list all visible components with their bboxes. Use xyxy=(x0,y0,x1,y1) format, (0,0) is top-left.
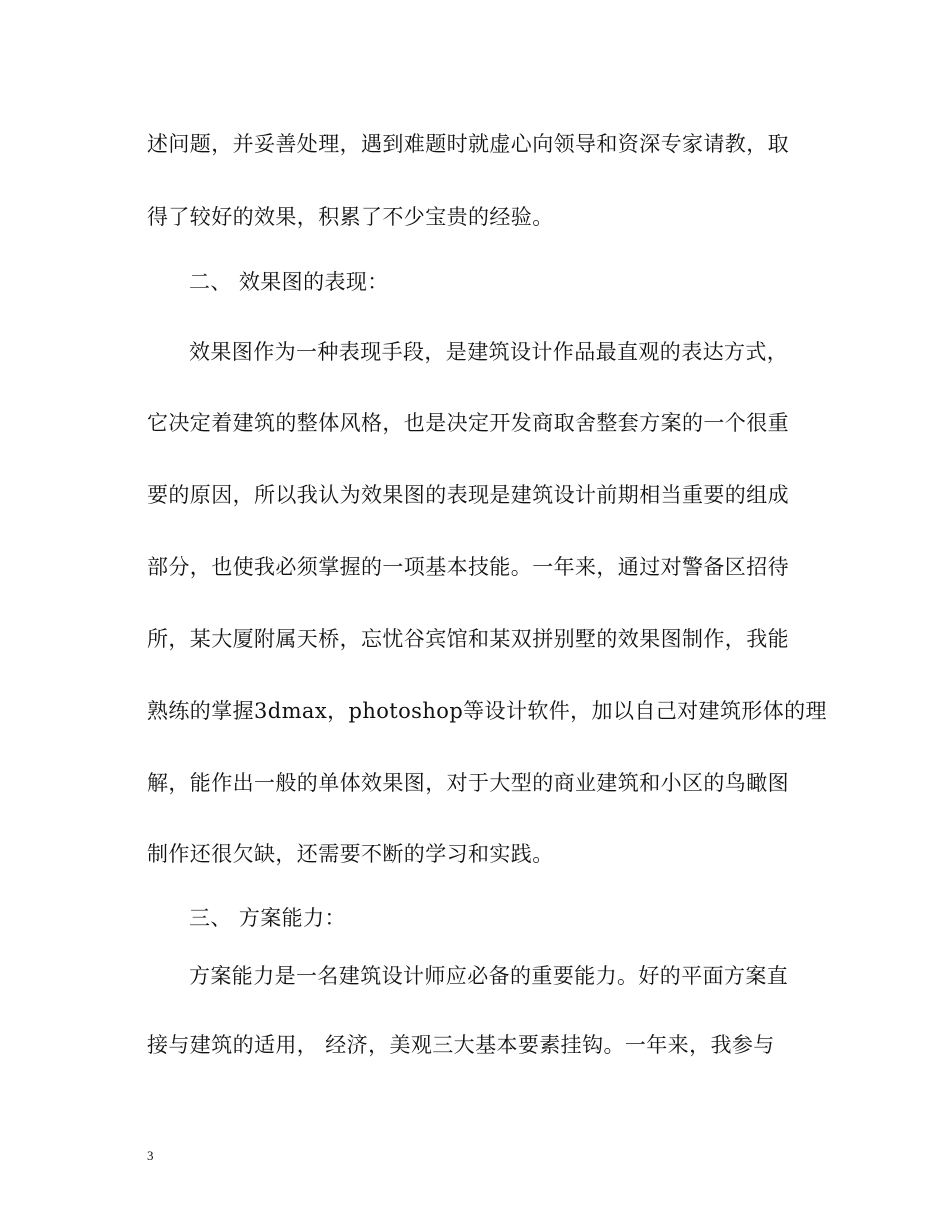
text-line-2: 得了较好的效果，积累了不少宝贵的经验。 xyxy=(147,205,554,229)
text-line-5: 它决定着建筑的整体风格，也是决定开发商取舍整套方案的一个很重 xyxy=(147,411,789,435)
text-line-8: 所，某大厦附属天桥，忘忧谷宾馆和某双拼别墅的效果图制作，我能 xyxy=(147,627,789,651)
text-line-4: 效果图作为一种表现手段，是建筑设计作品最直观的表达方式， xyxy=(189,340,789,364)
text-line-11: 制作还很欠缺，还需要不断的学习和实践。 xyxy=(147,842,554,866)
text-line-1: 述问题，并妥善处理，遇到难题时就虚心向领导和资深专家请教，取 xyxy=(147,132,789,156)
text-line-6: 要的原因，所以我认为效果图的表现是建筑设计前期相当重要的组成 xyxy=(147,483,789,507)
text-line-10: 解，能作出一般的单体效果图，对于大型的商业建筑和小区的鸟瞰图 xyxy=(147,771,789,795)
text-line-7: 部分，也使我必须掌握的一项基本技能。一年来，通过对警备区招待 xyxy=(147,555,789,579)
section-heading-3: 三、 方案能力： xyxy=(189,906,346,930)
page-number: 3 xyxy=(147,1148,154,1163)
text-line-9: 熟练的掌握3dmax，photoshop等设计软件，加以自己对建筑形体的理 xyxy=(147,699,827,723)
text-line-13: 方案能力是一名建筑设计师应必备的重要能力。好的平面方案直 xyxy=(189,964,789,988)
section-heading-2: 二、 效果图的表现： xyxy=(189,270,389,294)
text-line-14: 接与建筑的适用， 经济，美观三大基本要素挂钩。一年来，我参与 xyxy=(147,1033,775,1057)
